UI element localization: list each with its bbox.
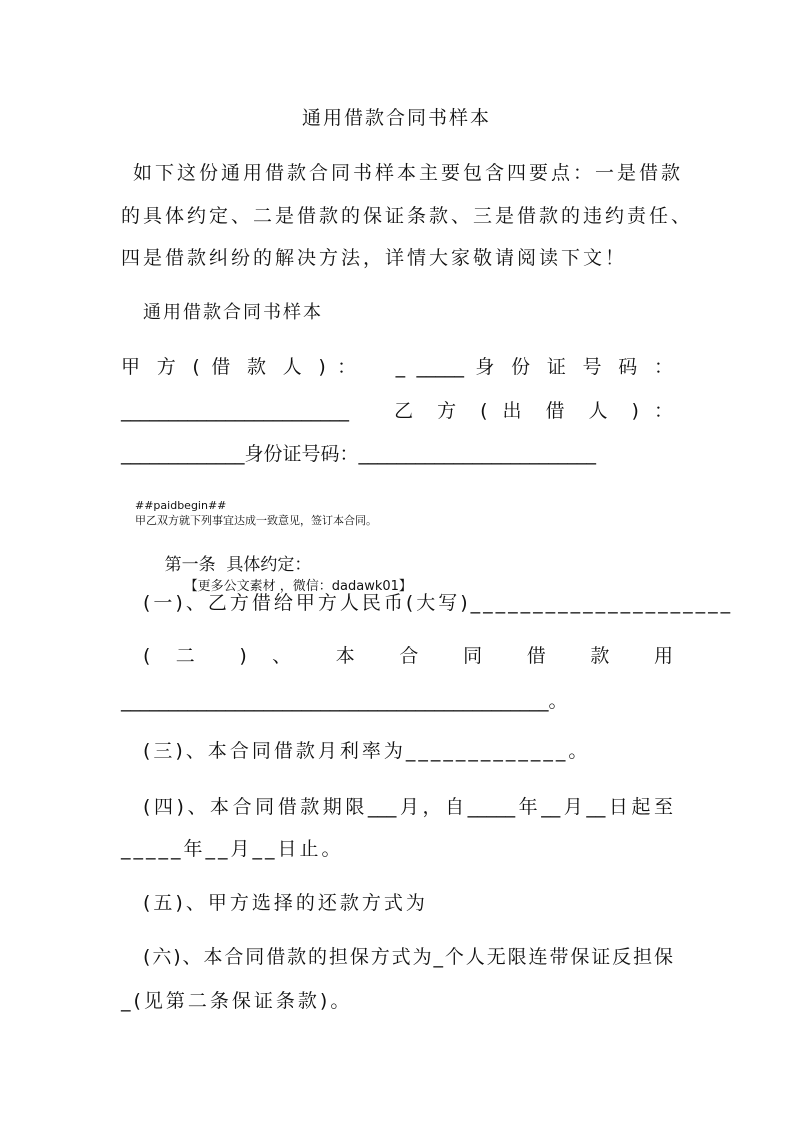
document-title: 通用借款合同书样本 <box>301 107 491 129</box>
intro-paragraph-line-3: 四是借款纠纷的解决方法，详情大家敬请阅读下文！ <box>121 247 628 269</box>
intro-paragraph-line-1: 如下这份通用借款合同书样本主要包含四要点：一是借款 <box>133 162 684 184</box>
item-2-line-2: _____________________________________________。 <box>121 690 568 712</box>
intro-paragraph-line-2: 的具体约定、二是借款的保证条款、三是借款的违约责任、 <box>121 205 694 227</box>
party-a-line: 甲 方 ( 借 款 人 ) ： _ _____ 身 份 证 号 码 ： <box>121 356 673 378</box>
item-5: (五)、甲方选择的还款方式为 <box>143 892 428 914</box>
item-4-line-2: _____年__月__日止。 <box>121 838 344 860</box>
article-1-title: 第一条 具体约定： <box>164 555 312 575</box>
item-2-line-1: ( 二 ) 、 本 合 同 借 款 用 <box>143 645 673 667</box>
contract-subtitle: 通用借款合同书样本 <box>143 302 323 323</box>
id-number-line: _____________身份证号码：_________________________ <box>121 443 597 465</box>
party-b-line: ________________________ 乙 方 ( 出 借 人 ) ： <box>121 400 673 422</box>
agreement-text: 甲乙双方就下列事宜达成一致意见，签订本合同。 <box>135 514 377 527</box>
item-3: (三)、本合同借款月利率为_____________。 <box>143 740 591 762</box>
item-6-line-1: (六)、本合同借款的担保方式为_个人无限连带保证反担保 <box>143 946 673 968</box>
article-1-note: 【更多公文素材 ，微信：dadawk01】 <box>184 579 412 594</box>
paid-tag: ##paidbegin## <box>135 499 227 512</box>
item-6-line-2: _(见第二条保证条款)。 <box>121 990 353 1012</box>
item-1: (一)、乙方借给甲方人民币(大写)_____________________ <box>143 592 734 614</box>
item-4-line-1: (四)、本合同借款期限___月，自_____年__月__日起至 <box>143 796 673 818</box>
